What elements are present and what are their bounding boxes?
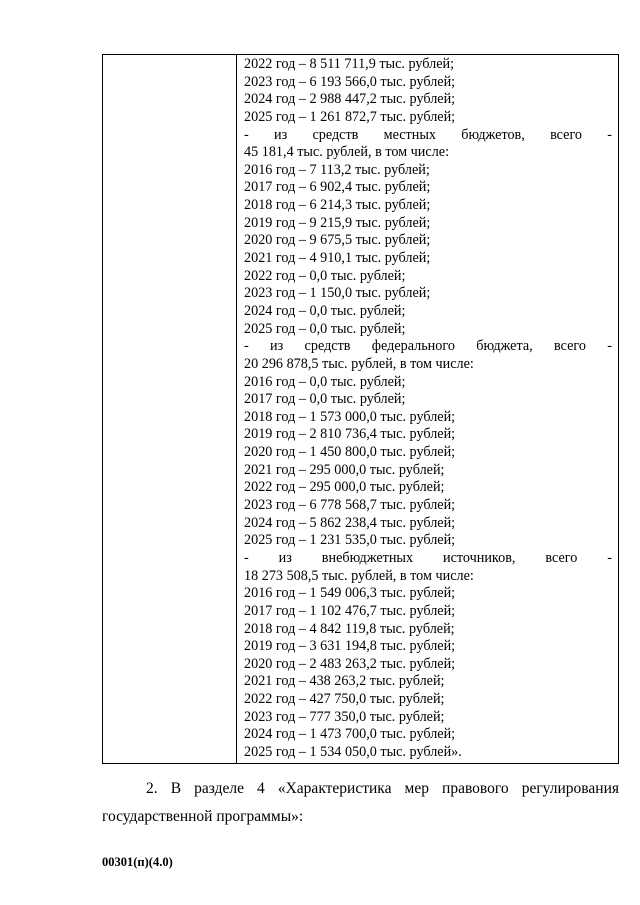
funding-line: 2023 год – 777 350,0 тыс. рублей; xyxy=(244,708,445,725)
funding-line: 2021 год – 295 000,0 тыс. рублей; xyxy=(244,461,445,478)
funding-line: 2022 год – 8 511 711,9 тыс. рублей; xyxy=(244,56,455,72)
funding-line: 2018 год – 4 842 119,8 тыс. рублей; xyxy=(244,620,455,637)
document-code: 00301(п)(4.0) xyxy=(102,855,173,869)
paragraph-section-4 xyxy=(102,775,619,831)
funding-line: 2016 год – 0,0 тыс. рублей; xyxy=(244,373,406,390)
paragraph-line-1: 2. В разделе 4 «Характеристика мер правового регулирования xyxy=(146,780,619,797)
funding-line: 2023 год – 1 150,0 тыс. рублей; xyxy=(244,285,431,302)
funding-line: 2024 год – 1 473 700,0 тыс. рублей; xyxy=(244,726,456,743)
funding-line: 45 181,4 тыс. рублей, в том числе: xyxy=(244,144,450,161)
funding-line: 2022 год – 295 000,0 тыс. рублей; xyxy=(244,479,445,496)
funding-line: 2024 год – 0,0 тыс. рублей; xyxy=(244,302,406,319)
paragraph-line-2: государственной программы»: xyxy=(102,808,304,825)
funding-line: 2016 год – 7 113,2 тыс. рублей; xyxy=(244,161,430,178)
funding-line: 2025 год – 1 261 872,7 тыс. рублей; xyxy=(244,108,456,125)
funding-line: 2020 год – 1 450 800,0 тыс. рублей; xyxy=(244,444,456,461)
funding-line: 2023 год – 6 193 566,0 тыс. рублей; xyxy=(244,73,456,90)
funding-line: 2017 год – 0,0 тыс. рублей; xyxy=(244,391,406,408)
funding-line: 2018 год – 1 573 000,0 тыс. рублей; xyxy=(244,408,456,425)
funding-line: - из средств федерального бюджета, всего - xyxy=(244,338,612,355)
funding-line: 2022 год – 0,0 тыс. рублей; xyxy=(244,267,406,284)
table-left-cell xyxy=(103,55,237,763)
funding-line: 2019 год – 3 631 194,8 тыс. рублей; xyxy=(244,638,456,655)
funding-line: - из внебюджетных источников, всего - xyxy=(244,549,612,566)
document-table xyxy=(102,54,619,764)
table-right-cell xyxy=(244,56,612,762)
funding-line: 2017 год – 1 102 476,7 тыс. рублей; xyxy=(244,602,456,619)
funding-line: 2019 год – 2 810 736,4 тыс. рублей; xyxy=(244,426,456,443)
funding-line: 2025 год – 1 231 535,0 тыс. рублей; xyxy=(244,532,456,549)
funding-line: 2025 год – 1 534 050,0 тыс. рублей». xyxy=(244,743,462,760)
funding-line: 2021 год – 4 910,1 тыс. рублей; xyxy=(244,250,431,267)
funding-line: - из средств местных бюджетов, всего - xyxy=(244,126,612,143)
funding-line: 2024 год – 5 862 238,4 тыс. рублей; xyxy=(244,514,456,531)
funding-line: 2020 год – 9 675,5 тыс. рублей; xyxy=(244,232,431,249)
funding-line: 2020 год – 2 483 263,2 тыс. рублей; xyxy=(244,655,456,672)
funding-line: 2023 год – 6 778 568,7 тыс. рублей; xyxy=(244,497,456,514)
funding-line: 18 273 508,5 тыс. рублей, в том числе: xyxy=(244,567,474,584)
funding-line: 2019 год – 9 215,9 тыс. рублей; xyxy=(244,214,431,231)
funding-line: 2024 год – 2 988 447,2 тыс. рублей; xyxy=(244,91,456,108)
funding-line: 2025 год – 0,0 тыс. рублей; xyxy=(244,320,406,337)
funding-line: 2022 год – 427 750,0 тыс. рублей; xyxy=(244,691,445,708)
funding-line: 2021 год – 438 263,2 тыс. рублей; xyxy=(244,673,445,690)
funding-line: 2017 год – 6 902,4 тыс. рублей; xyxy=(244,179,431,196)
funding-line: 20 296 878,5 тыс. рублей, в том числе: xyxy=(244,355,474,372)
funding-line: 2016 год – 1 549 006,3 тыс. рублей; xyxy=(244,585,456,602)
funding-line: 2018 год – 6 214,3 тыс. рублей; xyxy=(244,197,431,214)
